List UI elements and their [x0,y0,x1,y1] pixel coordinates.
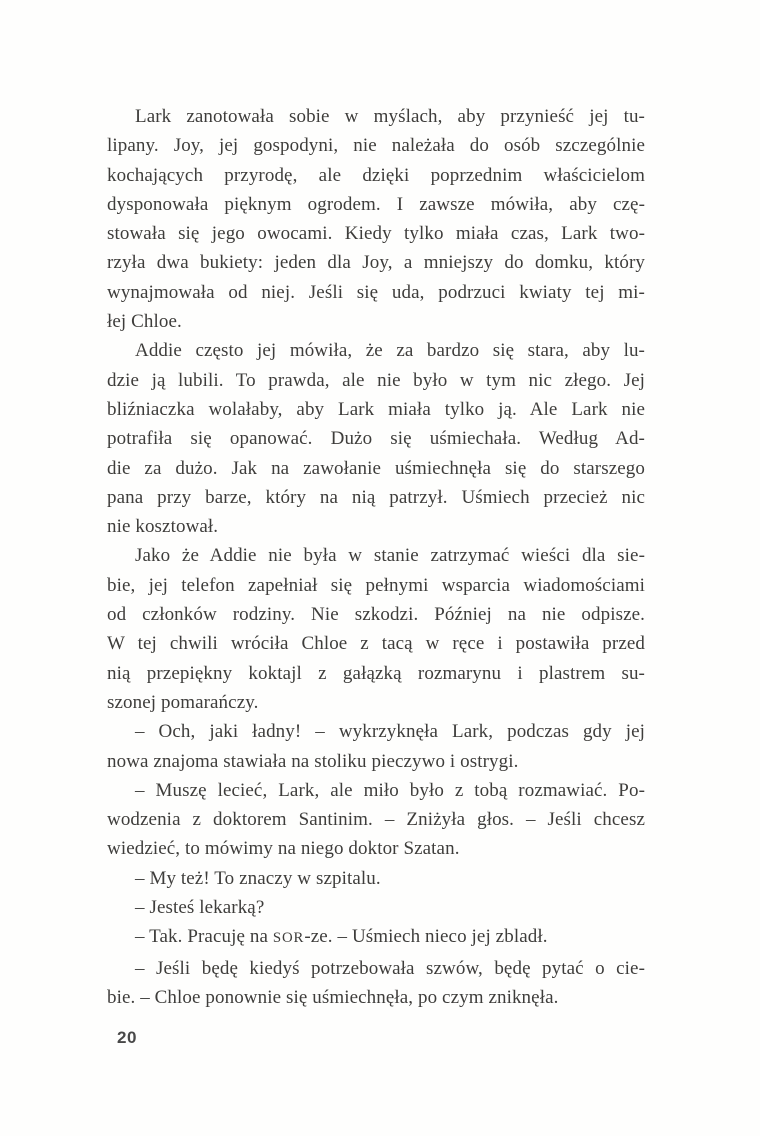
text-line: Addie często jej mówiła, że za bardzo się stara, aby lu- [135,340,645,362]
text-line: nią przepiękny koktajl z gałązką rozmarynu i plastrem su- [107,662,645,684]
text-line: dzie ją lubili. To prawda, ale nie było w tym nic złego. Jej [107,369,645,391]
text-line: pana przy barze, który na nią patrzył. Uśmiech przecież nic [107,486,645,508]
text-line: szonej pomarańczy. [107,691,259,713]
text-line: potrafiła się opanować. Dużo się uśmiechała. Według Ad- [107,428,645,450]
text-line: nowa znajoma stawiała na stoliku pieczywo i ostrygi. [107,750,519,772]
text-line: – Muszę lecieć, Lark, ale miło było z tobą rozmawiać. Po- [135,779,645,801]
text-line: wodzenia z doktorem Santinim. – Zniżyła głos. – Jeśli chcesz [107,809,645,831]
page-text [107,102,645,1012]
paragraph [107,954,645,1013]
text-line: wiedzieć, to mówimy na niego doktor Szatan. [107,838,460,860]
text-line: rzyła dwa bukiety: jeden dla Joy, a mniejszy do domku, który [107,252,645,274]
text-line: dysponowała pięknym ogrodem. I zawsze mówiła, aby czę- [107,193,645,215]
paragraph [107,922,645,953]
paragraph [107,336,645,541]
text-line: – Jeśli będę kiedyś potrzebowała szwów, będę pytać o cie- [135,957,645,979]
paragraph [107,717,645,776]
text-line: – Och, jaki ładny! – wykrzyknęła Lark, podczas gdy jej [135,721,645,743]
text-line: kochających przyrodę, ale dzięki poprzednim właścicielom [107,164,645,186]
text-line: lipany. Joy, jej gospodyni, nie należała do osób szczególnie [107,135,645,157]
paragraph [107,893,645,922]
paragraph [107,776,645,864]
page-number: 20 [117,1028,137,1047]
text-line: nie kosztował. [107,516,219,538]
text-line: stowała się jego owocami. Kiedy tylko miała czas, Lark two- [107,223,645,245]
paragraph [107,541,645,717]
text-line: od członków rodziny. Nie szkodzi. Później na nie odpisze. [107,604,645,626]
paragraph [107,864,645,893]
text-line: bie. – Chloe ponownie się uśmiechnęła, po czym zniknęła. [107,986,559,1008]
smallcaps-text: SOR [272,930,305,947]
text-line: bliźniaczka wolałaby, aby Lark miała tylko ją. Ale Lark nie [107,398,645,420]
text-line: – My też! To znaczy w szpitalu. [135,867,381,889]
text-line: die za dużo. Jak na zawołanie uśmiechnęła się do starszego [107,457,645,479]
text-line: – Tak. Pracuję na SOR-ze. – Uśmiech nieco jej zbladł. [135,926,548,948]
text-line: łej Chloe. [107,311,182,333]
text-line: wynajmowała od niej. Jeśli się uda, podrzuci kwiaty tej mi- [107,281,645,303]
text-line: W tej chwili wróciła Chloe z tacą w ręce i postawiła przed [107,633,645,655]
text-line: bie, jej telefon zapełniał się pełnymi wsparcia wiadomościami [107,574,645,596]
paragraph [107,102,645,336]
text-line: Lark zanotowała sobie w myślach, aby przynieść jej tu- [135,106,645,127]
text-line: – Jesteś lekarką? [135,897,265,919]
text-line: Jako że Addie nie była w stanie zatrzymać wieści dla sie- [135,545,645,567]
